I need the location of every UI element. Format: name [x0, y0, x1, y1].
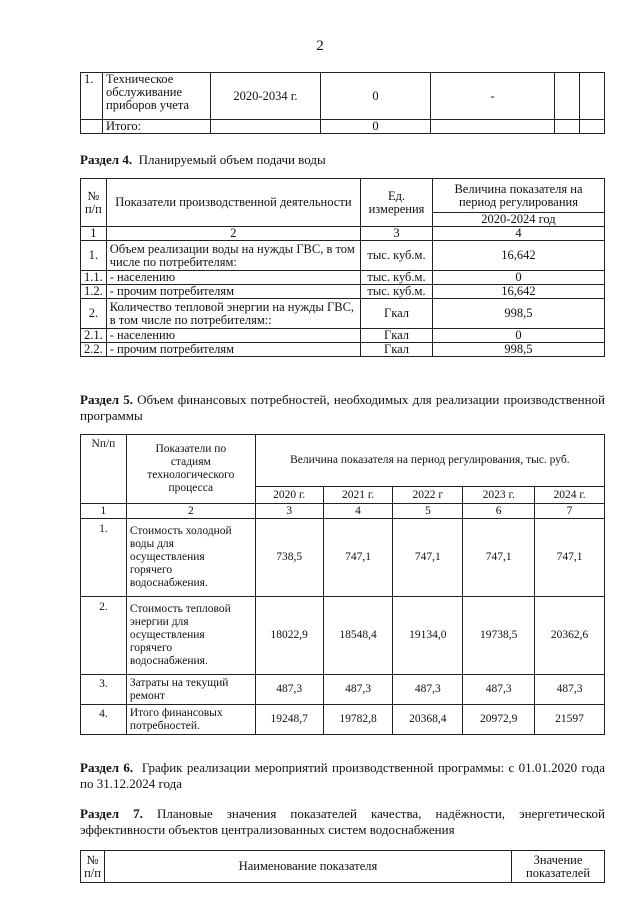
- row-number: 1.: [81, 73, 103, 120]
- total-value: 0: [321, 120, 431, 134]
- page-number: 2: [316, 38, 324, 54]
- total-row: 4. Итого финансовых потребностей. 19248,7 19782,8 20368,4 20972,9 21597: [81, 705, 605, 735]
- table-row: 3. Затраты на текущий ремонт 487,3 487,3 487,3 487,3 487,3: [81, 675, 605, 705]
- maintenance-table: [80, 72, 605, 134]
- header-name: Показатели производственной деятельности: [106, 179, 360, 227]
- header-value: Величина показателя на период регулирования: [432, 179, 604, 213]
- table-row: [81, 73, 605, 120]
- table-row: 1. Объем реализации воды на нужды ГВС, в том числе по потребителям: тыс. куб.м. 16,642: [81, 241, 605, 271]
- financial-needs-table: [80, 434, 605, 735]
- table-row: 2.2. - прочим потребителям Гкал 998,5: [81, 343, 605, 357]
- table-row: 1. Стоимость холодной воды для осуществления горячего водоснабжения. 738,5 747,1 747,1 747,1 747,1: [81, 519, 605, 597]
- header-unit: Ед. измерения: [361, 179, 433, 227]
- header-num: № п/п: [81, 179, 107, 227]
- header-row: [81, 851, 605, 883]
- total-row: [81, 120, 605, 134]
- section7-heading: Раздел 7. Плановые значения показателей качества, надёжности, энергетической эффективности объектов централизованных систем водоснабжения: [80, 806, 605, 837]
- table-row: 1.2. - прочим потребителям тыс. куб.м. 16,642: [81, 285, 605, 299]
- column-numbers-row: 1 2 3 4: [81, 227, 605, 241]
- header-value: Значение показателей: [512, 851, 605, 883]
- column-numbers-row: 1 2 3 4 5 6 7: [81, 504, 605, 519]
- header-value: Величина показателя на период регулирования, тыс. руб.: [255, 435, 604, 487]
- row-name: Техническое обслуживание приборов учета: [103, 73, 211, 120]
- total-label: Итого:: [103, 120, 211, 134]
- quality-indicators-table: [80, 850, 605, 883]
- table-row: 1.1. - населению тыс. куб.м. 0: [81, 271, 605, 285]
- row-period: 2020-2034 г.: [211, 73, 321, 120]
- header-name: Показатели по стадиям технологического процесса: [126, 435, 255, 504]
- header-num: Nп/п: [81, 435, 127, 504]
- header-name: Наименование показателя: [104, 851, 511, 883]
- section6-heading: Раздел 6. График реализации мероприятий производственной программы: с 01.01.2020 года по 31.12.2024 года: [80, 760, 605, 791]
- row-value: 0: [321, 73, 431, 120]
- water-supply-table: [80, 178, 605, 357]
- row-dash: -: [431, 73, 555, 120]
- header-row: [81, 179, 605, 213]
- header-row: [81, 435, 605, 487]
- table-row: 2. Количество тепловой энергии на нужды ГВС, в том числе по потребителям:: Гкал 998,5: [81, 299, 605, 329]
- section5-heading: Раздел 5. Объем финансовых потребностей, необходимых для реализации производственной программы: [80, 392, 605, 423]
- section4-heading: Раздел 4. Планируемый объем подачи воды: [80, 152, 326, 167]
- table-row: 2. Стоимость тепловой энергии для осуществления горячего водоснабжения. 18022,9 18548,4 19134,0 19738,5 20362,6: [81, 597, 605, 675]
- table-row: 2.1. - населению Гкал 0: [81, 329, 605, 343]
- header-num: № п/п: [81, 851, 105, 883]
- years-row: 2020 г. 2021 г. 2022 г 2023 г. 2024 г.: [81, 487, 605, 504]
- header-period: 2020-2024 год: [432, 213, 604, 227]
